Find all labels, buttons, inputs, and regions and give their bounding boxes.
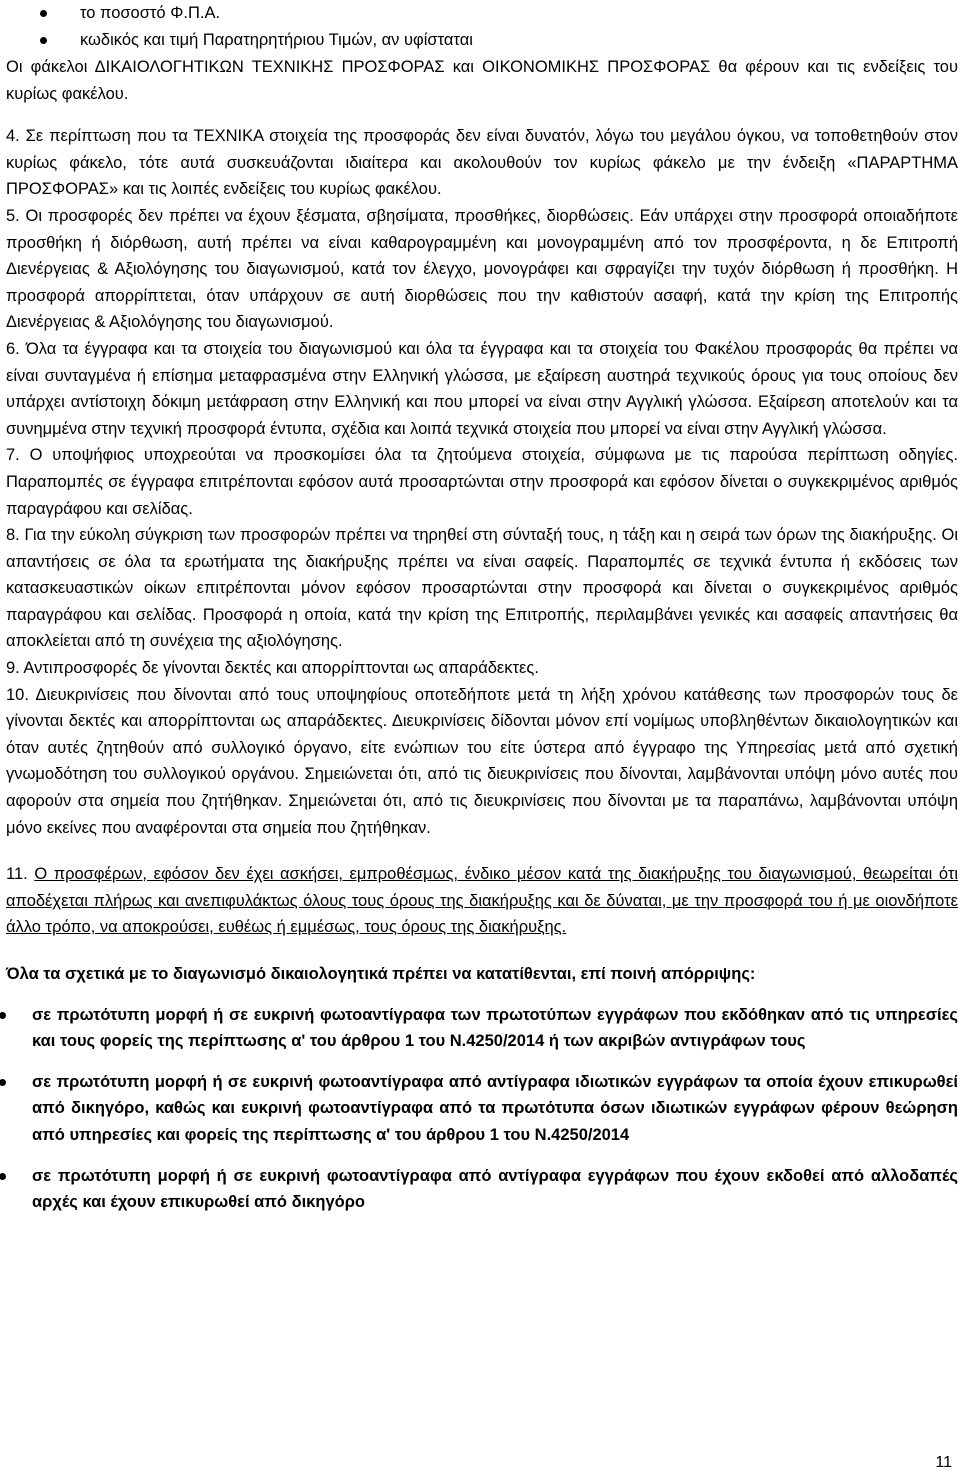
item-4-paragraph: 4. Σε περίπτωση που τα ΤΕΧΝΙΚΑ στοιχεία της προσφοράς δεν είναι δυνατόν, λόγω του μεγάλου όγκου, να τοποθετηθούν στον κυρίως φάκελο, τότε αυτά συσκευάζονται ιδιαίτερα και ακολουθούν τον κυρίως φάκελο με την ένδειξη «ΠΑΡΑΡΤΗΜΑ ΠΡΟΣΦΟΡΑΣ» και τις λοιπές ενδείξεις του κυρίως φακέλου. xyxy=(6,127,958,199)
bold-heading: Όλα τα σχετικά με το διαγωνισμό δικαιολογητικά πρέπει να κατατίθενται, επί ποινή απόρριψης: xyxy=(6,965,756,983)
bullet-item-foreign-documents: σε πρωτότυπη μορφή ή σε ευκρινή φωτοαντίγραφα από αντίγραφα εγγράφων που έχουν εκδοθεί από αλλοδαπές αρχές και έχουν επικυρωθεί από δικηγόρο xyxy=(6,1163,958,1216)
item-11-paragraph xyxy=(6,861,958,941)
item-9-paragraph: 9. Αντιπροσφορές δε γίνονται δεκτές και απορρίπτονται ως απαράδεκτες. xyxy=(6,659,539,678)
item-10-paragraph: 10. Διευκρινίσεις που δίνονται από τους υποψηφίους οποτεδήποτε μετά τη λήξη χρόνου κατάθεσης των προσφορών τους δε γίνονται δεκτές και απορρίπτονται ως απαράδεκτες. Διευκρινίσεις δίδονται μόνον επί νομίμως υποβληθέντων δικαιολογητικών και όταν αυτές ζητηθούν από συλλογικό όργανο, είτε ενώπιων του είτε ύστερα από έγγραφο της Υπηρεσίας μετά από σχετική γνωμοδότηση του συλλογικού οργάνου. Σημειώνεται ότι, από τις διευκρινίσεις που δίνονται, λαμβάνονται υπόψη μόνο αυτές που αφορούν στα σημεία που ζητήθηκαν. Σημειώνεται ότι, από τις διευκρινίσεις που δίνονται με τα παραπάνω, λαμβάνονται υπόψη μόνο εκείνες που αναφέρονται στα σημεία που ζητήθηκαν. xyxy=(6,685,958,837)
item-5-paragraph: 5. Οι προσφορές δεν πρέπει να έχουν ξέσματα, σβησίματα, προσθήκες, διορθώσεις. Εάν υπάρχει στην προσφορά οποιαδήποτε προσθήκη ή διόρθωση, αυτή πρέπει να είναι καθαρογραμμένη και μονογραμμένη από τον προσφέροντα, η δε Επιτροπή Διενέργειας & Αξιολόγησης του διαγωνισμού, κατά τον έλεγχο, μονογράφει και σφραγίζει την τυχόν διόρθωση ή προσθήκη. Η προσφορά απορρίπτεται, όταν υπάρχουν σε αυτή διορθώσεις που την καθιστούν ασαφή, κατά την κρίση της Επιτροπής Διενέργειας & Αξιολόγησης του διαγωνισμού. xyxy=(6,206,958,332)
documents-bullet-list xyxy=(6,1002,958,1216)
top-bullet-list xyxy=(6,0,958,54)
bullet-item-price-observatory: κωδικός και τιμή Παρατηρητήριου Τιμών, αν υφίσταται xyxy=(6,27,958,54)
item-8-paragraph: 8. Για την εύκολη σύγκριση των προσφορών πρέπει να τηρηθεί στη σύνταξή τους, η τάξη και η σειρά των όρων της διακήρυξης. Οι απαντήσεις σε όλα τα ερωτήματα της διακήρυξης πρέπει να είναι σαφείς. Παραπομπές σε τεχνικά έντυπα ή εκδόσεις των κατασκευαστικών οίκων επιτρέπονται μόνον εφόσον προσαρτώνται στην προσφορά και δίνεται ο συγκεκριμένος αριθμός παραγράφου και σελίδας. Προσφορά η οποία, κατά την κρίση της Επιτροπής, περιλαμβάνει γενικές και ασαφείς απαντήσεις θα αποκλείεται από τη συνέχεια της αξιολόγησης. xyxy=(6,526,958,651)
bullet-item-original-documents: σε πρωτότυπη μορφή ή σε ευκρινή φωτοαντίγραφα των πρωτοτύπων εγγράφων που εκδόθηκαν από τις υπηρεσίες και τους φορείς της περίπτωσης α' του άρθρου 1 του Ν.4250/2014 ή των ακριβών αντιγράφων τους xyxy=(6,1002,958,1055)
bullet-item-private-documents: σε πρωτότυπη μορφή ή σε ευκρινή φωτοαντίγραφα από αντίγραφα ιδιωτικών εγγράφων τα οποία έχουν επικυρωθεί από δικηγόρο, καθώς και ευκρινή φωτοαντίγραφα από τα πρωτότυπα όσων ιδιωτικών εγγράφων φέρουν θεώρηση από υπηρεσίες και φορείς της περίπτωσης α' του άρθρου 1 του Ν.4250/2014 xyxy=(6,1069,958,1149)
item-7-paragraph: 7. Ο υποψήφιος υποχρεούται να προσκομίσει όλα τα ζητούμενα στοιχεία, σύμφωνα με τις παρούσα περίπτωση οδηγίες. Παραπομπές σε έγγραφα επιτρέπονται εφόσον αυτά προσαρτώνται στην προσφορά και εφόσον δίνεται ο συγκεκριμένος αριθμός παραγράφου και σελίδας. xyxy=(6,446,958,518)
page-content xyxy=(6,0,958,1216)
item-11-number: 11. xyxy=(6,865,28,884)
page-number: 11 xyxy=(935,1454,952,1471)
intro-paragraph: Οι φάκελοι ΔΙΚΑΙΟΛΟΓΗΤΙΚΩΝ ΤΕΧΝΙΚΗΣ ΠΡΟΣΦΟΡΑΣ και ΟΙΚΟΝΟΜΙΚΗΣ ΠΡΟΣΦΟΡΑΣ θα φέρουν και τις ενδείξεις του κυρίως φακέλου. xyxy=(6,58,958,103)
item-6-paragraph: 6. Όλα τα έγγραφα και τα στοιχεία του διαγωνισμού και όλα τα έγγραφα και τα στοιχεία του Φακέλου προσφοράς θα πρέπει να είναι συνταγμένα ή επίσημα μεταφρασμένα στην Ελληνική γλώσσα, με εξαίρεση αυστηρά τεχνικούς όρους για τους οποίους δεν υπάρχει αντίστοιχη δόκιμη μετάφραση στην Ελληνική και που μπορεί να είναι στην Αγγλική γλώσσα. Εξαίρεση αποτελούν και τα συνημμένα στην τεχνική προσφορά έντυπα, σχέδια και λοιπά τεχνικά στοιχεία που μπορεί να είναι στην Αγγλική γλώσσα. xyxy=(6,339,958,438)
item-11-text: Ο προσφέρων, εφόσον δεν έχει ασκήσει, εμπροθέσμως, ένδικο μέσον κατά της διακήρυξης του διαγωνισμού, θεωρείται ότι αποδέχεται πλήρως και ανεπιφυλάκτως όλους τους όρους της διακήρυξης και δε δύναται, με την προσφορά του ή με οιονδήποτε άλλο τρόπο, να αποκρούσει, ευθέως ή εμμέσως, τους όρους της διακήρυξης. xyxy=(6,865,958,937)
bullet-item-vat: το ποσοστό Φ.Π.Α. xyxy=(6,0,958,27)
